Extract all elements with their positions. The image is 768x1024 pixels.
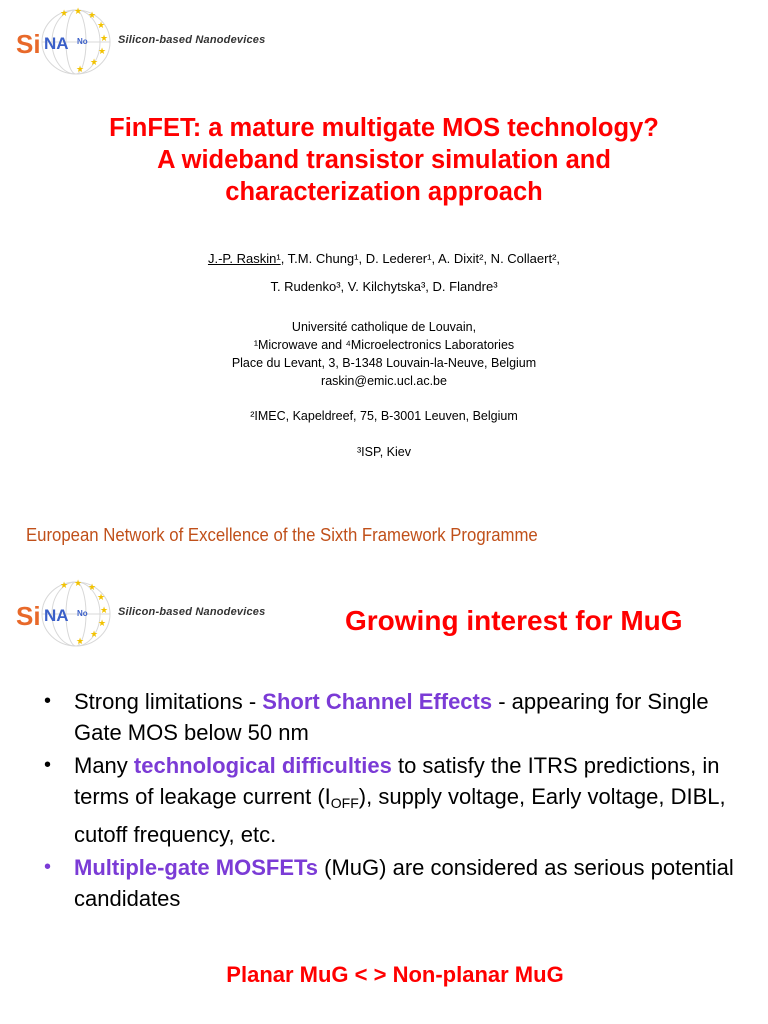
svg-text:Si: Si xyxy=(16,601,41,631)
svg-text:★: ★ xyxy=(98,47,107,57)
authors-rest: , T.M. Chung¹, D. Lederer¹, A. Dixit², N. Collaert², xyxy=(280,251,561,266)
svg-text:NA: NA xyxy=(44,606,69,625)
logo-tagline-2: Silicon-based Nanodevices xyxy=(118,606,266,618)
svg-text:★: ★ xyxy=(88,583,97,593)
svg-text:★: ★ xyxy=(90,630,99,640)
svg-text:No: No xyxy=(77,37,88,46)
svg-text:★: ★ xyxy=(76,637,85,647)
ucl-line-1: Université catholique de Louvain, xyxy=(291,320,477,334)
svg-text:★: ★ xyxy=(100,34,109,44)
bullet-item-2 xyxy=(44,750,744,850)
svg-text:No: No xyxy=(77,609,88,618)
bullet-3-text: Multiple-gate MOSFETs (MuG) are considered as serious potential candidates xyxy=(74,855,734,911)
sinano-logo-mark xyxy=(14,4,114,76)
authors-line-2: T. Rudenko³, V. Kilchytska³, D. Flandre³ xyxy=(270,279,498,294)
slide2-title: Growing interest for MuG xyxy=(345,605,683,636)
paper-title xyxy=(0,112,768,208)
svg-text:★: ★ xyxy=(74,579,83,589)
ioff-subscript: OFF xyxy=(330,795,359,811)
svg-text:★: ★ xyxy=(100,606,109,616)
highlight-short-channel: Short Channel Effects xyxy=(262,689,493,714)
planar-vs-nonplanar: Planar MuG < > Non-planar MuG xyxy=(226,962,564,987)
highlight-multigate: Multiple-gate MOSFETs xyxy=(74,855,319,880)
sinano-logo xyxy=(14,4,265,76)
svg-text:★: ★ xyxy=(90,58,99,68)
title-line-1: FinFET: a mature multigate MOS technology? xyxy=(109,114,659,142)
svg-text:★: ★ xyxy=(97,21,106,31)
bullet-1-text: Strong limitations - Short Channel Effects - appearing for Single Gate MOS below 50 nm xyxy=(74,689,709,745)
sinano-logo-mark-2 xyxy=(14,576,114,648)
ucl-line-2: ¹Microwave and ⁴Microelectronics Laboratories xyxy=(253,338,515,352)
sinano-logo-2 xyxy=(14,576,265,648)
affiliation-imec: ²IMEC, Kapeldreef, 75, B-3001 Leuven, Belgium xyxy=(250,409,518,423)
affiliation-isp: ³ISP, Kiev xyxy=(357,445,411,459)
logo-tagline: Silicon-based Nanodevices xyxy=(118,34,266,46)
bullet-dot-icon: • xyxy=(44,690,52,712)
svg-text:★: ★ xyxy=(60,9,69,19)
sinano-emblem-graphic-2 xyxy=(14,576,114,648)
svg-text:Si: Si xyxy=(16,29,41,59)
ucl-line-3: Place du Levant, 3, B-1348 Louvain-la-Neuve, Belgium xyxy=(231,356,537,370)
ucl-email: raskin@emic.ucl.ac.be xyxy=(321,374,447,388)
bullet-2-text: Many technological difficulties to satisfy the ITRS predictions, in terms of leakage current $(I_{OFF})$, supply voltage, Early voltage, DIBL, cutoff frequency, etc. xyxy=(74,753,726,847)
bullet-item-3 xyxy=(44,852,744,914)
bullet-dot-icon: • xyxy=(44,754,52,776)
affiliation-ucl xyxy=(0,318,768,390)
title-line-3: characterization approach xyxy=(225,178,543,206)
bullet-dot-icon: • xyxy=(44,856,52,878)
svg-text:★: ★ xyxy=(74,7,83,17)
title-line-2: A wideband transistor simulation and xyxy=(157,146,611,174)
svg-text:★: ★ xyxy=(98,619,107,629)
authors-line-1 xyxy=(0,250,768,267)
network-banner: European Network of Excellence of the Sixth Framework Programme xyxy=(26,525,538,545)
svg-text:★: ★ xyxy=(88,11,97,21)
svg-text:★: ★ xyxy=(60,581,69,591)
sinano-emblem-graphic xyxy=(14,4,114,76)
svg-text:NA: NA xyxy=(44,34,69,53)
bullet-item-1 xyxy=(44,686,744,748)
svg-text:★: ★ xyxy=(97,593,106,603)
first-author: J.-P. Raskin¹ xyxy=(207,251,281,266)
bullet-list xyxy=(44,686,744,916)
svg-text:★: ★ xyxy=(76,65,85,75)
highlight-tech-difficulties: technological difficulties xyxy=(133,753,392,778)
